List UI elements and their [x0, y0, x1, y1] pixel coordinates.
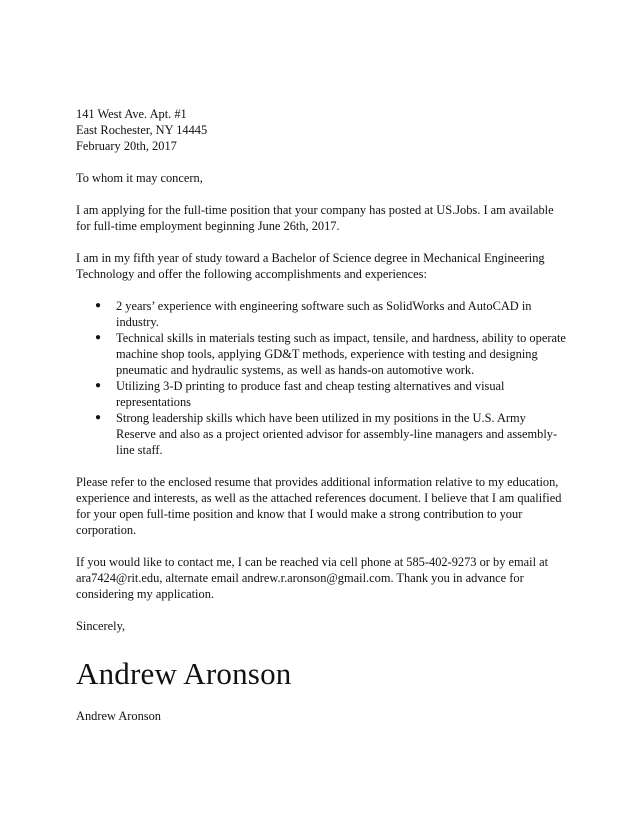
address-line-1: 141 West Ave. Apt. #1 [76, 107, 187, 121]
bullet-icon: ● [94, 300, 102, 311]
list-item [76, 410, 568, 458]
letter-date: February 20th, 2017 [76, 139, 177, 153]
paragraph-intro: I am applying for the full-time position that your company has posted at US.Jobs. I am available for full-time employment beginning June 26th, 2017. [76, 203, 554, 233]
letter-body [76, 106, 568, 724]
paragraph-resume: Please refer to the enclosed resume that provides additional information relative to my education, experience and interests, as well as the attached references document. I believe that I am qualified for your open full-time position and know that I would make a strong contribution to your corporation. [76, 475, 562, 537]
bullet-icon: ● [94, 380, 102, 391]
list-item-text: Technical skills in materials testing such as impact, tensile, and hardness, ability to operate machine shop tools, applying GD&T methods, experience with testing and designing pneumatic and hydraulic systems, as well as hands-on automotive work. [116, 331, 566, 377]
paragraph-contact: If you would like to contact me, I can be reached via cell phone at 585-402-9273 or by email at ara7424@rit.edu, alternate email andrew.r.aronson@gmail.com. Thank you in advance for considering my application. [76, 555, 549, 601]
bullet-icon: ● [94, 412, 102, 423]
list-item [76, 298, 568, 330]
list-item-text: Utilizing 3-D printing to produce fast and cheap testing alternatives and visual representations [116, 379, 505, 409]
paragraph-study: I am in my fifth year of study toward a Bachelor of Science degree in Mechanical Engineering Technology and offer the following accomplishments and experiences: [76, 251, 545, 281]
list-item [76, 378, 568, 410]
salutation: To whom it may concern, [76, 171, 203, 185]
signature: Andrew Aronson [76, 656, 292, 691]
list-item-text: 2 years’ experience with engineering software such as SolidWorks and AutoCAD in industry. [116, 299, 532, 329]
list-item [76, 330, 568, 378]
sender-address-block [76, 106, 568, 154]
list-item-text: Strong leadership skills which have been utilized in my positions in the U.S. Army Reserve and also as a project oriented advisor for assembly-line managers and assembly-line staff. [116, 411, 558, 457]
bullet-icon: ● [94, 332, 102, 343]
address-line-2: East Rochester, NY 14445 [76, 123, 208, 137]
closing: Sincerely, [76, 619, 126, 633]
printed-name: Andrew Aronson [76, 709, 162, 723]
accomplishments-list [76, 298, 568, 458]
